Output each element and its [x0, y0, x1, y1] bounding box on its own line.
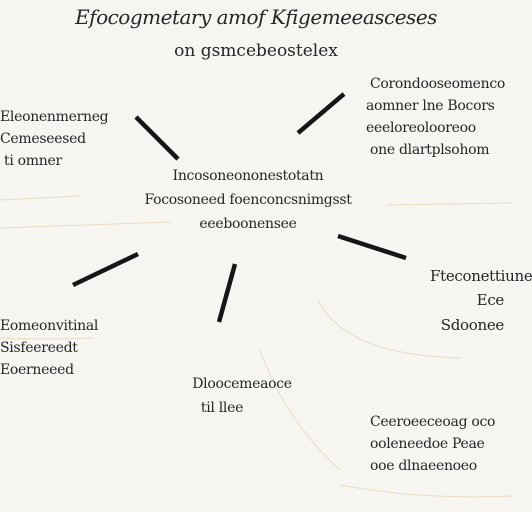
node-line: Corondooseomenco: [370, 76, 506, 92]
node-line: Eomeonvitinal: [0, 318, 99, 334]
bottom-center-node: [162, 376, 322, 416]
node-line: Ece: [476, 291, 504, 310]
node-line: Ceeroeeceoag oco: [370, 414, 496, 430]
ray-to-top-left: [136, 117, 178, 159]
node-line: Dloocemeaoce: [192, 376, 292, 392]
bottom-right-node: [370, 414, 512, 474]
center-node-line: Incosoneononestotatn: [172, 168, 324, 184]
node-line: ti omner: [4, 153, 62, 170]
top-right-node: [366, 76, 512, 158]
node-line: aomner lne Bocors: [366, 98, 495, 115]
ray-to-bottom-left: [73, 254, 138, 285]
ray-to-bottom-center: [219, 264, 235, 322]
ray-to-mid-right: [338, 236, 406, 258]
node-line: til llee: [200, 400, 244, 417]
node-line: Cemeseesed: [0, 131, 86, 148]
top-left-node: [0, 109, 130, 169]
faint-connector: [388, 203, 512, 205]
node-line: Eleonenmerneg: [0, 109, 109, 125]
node-line: eeeloreolooreoo: [366, 120, 476, 137]
center-node-line: Focosoneed foenconcsnimgsst: [144, 192, 352, 209]
node-line: Sdoonee: [440, 315, 504, 334]
center-node-line: eeeboonensee: [199, 216, 297, 233]
node-line: Eoerneeed: [0, 362, 74, 379]
faint-connector: [340, 485, 512, 497]
node-line: Fteconettiune: [430, 267, 532, 285]
node-line: ooleneedoe Peae: [370, 436, 485, 453]
center-node: [100, 168, 396, 232]
ray-to-top-right: [298, 94, 344, 133]
mid-right-node: [430, 267, 532, 334]
node-line: ooe dlnaeenoeo: [370, 458, 477, 475]
bottom-left-node: [0, 318, 100, 378]
diagram-title: Efocogmetary amof Kfigemeeasceses: [75, 5, 437, 29]
node-line: Sisfeereedt: [0, 340, 78, 357]
faint-connector: [0, 196, 80, 200]
diagram-subtitle: on gsmcebeostelex: [174, 41, 338, 61]
node-line: one dlartplsohom: [370, 142, 490, 159]
